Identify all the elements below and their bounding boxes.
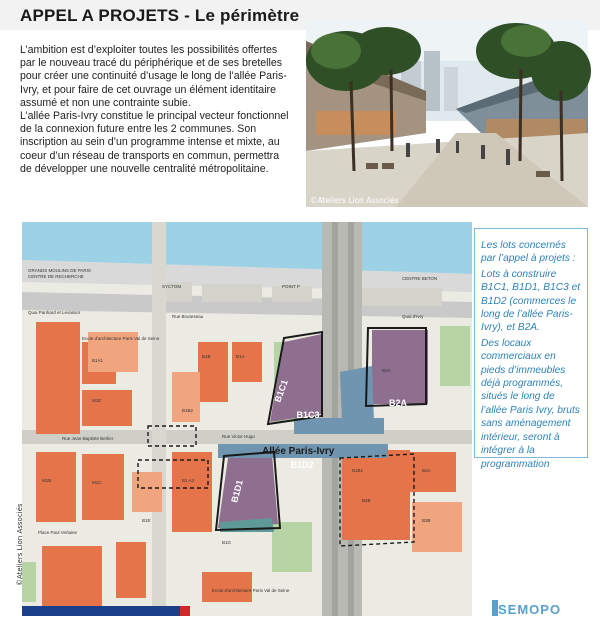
- map-small-label: Quai Panhard et Levassor: [28, 310, 81, 315]
- site-map-image: [22, 222, 472, 616]
- map-small-label: M1C: [92, 480, 102, 485]
- caption-paragraph-3: Des locaux commerciaux en pieds d’immeubles déjà programmés, situés le long de l’allée Paris Ivry, bruts sans aménagement intérieur, seront à intégrer à la programmation: [481, 337, 580, 470]
- street-photo: [306, 21, 588, 207]
- map-small-label: B2A: [382, 368, 391, 373]
- map-small-label: Ecole d'architecture Paris Val de Seine: [82, 336, 160, 341]
- map-small-label: SYCTOM: [162, 284, 182, 289]
- map-small-label: CENTRE DE RECHERCHE: [28, 274, 84, 279]
- map-small-label: POINT P: [282, 284, 300, 289]
- caption-paragraph-2: Lots à construire B1C1, B1D1, B1C3 et B1D2 (commerces le long de l’allée Paris-Ivry), et B2A.: [481, 268, 581, 334]
- photo-credit: ©Ateliers Lion Associés: [310, 196, 399, 205]
- street-photo-image: [306, 21, 588, 207]
- lot-label-b1d2: B1D2: [290, 460, 314, 470]
- map-small-label: M1B: [42, 478, 52, 483]
- map-credit: ©Ateliers Lion Associés: [16, 503, 24, 586]
- map-small-label: B1A: [236, 354, 245, 359]
- lot-label-b2a: B2A: [388, 398, 408, 408]
- map-small-label: B3B: [422, 518, 431, 523]
- map-small-label: Quai d'Ivry: [402, 314, 424, 319]
- intro-paragraph-2: L’allée Paris-Ivry constitue le principal vecteur fonctionnel de la connexion future entre les 2 communes. Son inscription au sein d’un programme intense et mixte, au coeur d’un réseau de transports en commun, permettra de développer une nouvelle centralité métropolitaine.: [20, 110, 289, 175]
- map-small-label: M1E: [92, 398, 102, 403]
- map-small-label: Rue Jean-Baptiste Berlier: [62, 436, 114, 441]
- map-small-label: B3A: [422, 468, 431, 473]
- caption-box: [474, 228, 588, 470]
- page-title: APPEL A PROJETS - Le périmètre: [20, 6, 300, 25]
- map-small-label: Rue Bruneseau: [172, 314, 204, 319]
- map-small-label: B1E: [142, 518, 151, 523]
- allee-label: Allée Paris-Ivry: [262, 446, 335, 457]
- map-small-label: B2B: [362, 498, 371, 503]
- map-small-label: Ecole d'architecture Paris Val de Seine: [212, 588, 290, 593]
- map-small-label: B1B: [202, 354, 211, 359]
- bottom-logo-band: [22, 606, 190, 616]
- map-small-label: Rue Victor Hugo: [222, 434, 255, 439]
- lot-label-b1c3: B1C3: [296, 410, 320, 420]
- intro-paragraph-1: L’ambition est d’exploiter toutes les possibilités offertes par le nouveau tracé du périphérique et de ses bretelles pour créer une continuité d’usage le long de l’allée Paris-Ivry, et pour faire de cet ouvrage un élément identitaire assumé et non une contrainte subie.: [20, 44, 287, 109]
- logo-red-mark: [180, 606, 190, 616]
- map-small-label: B1B2: [182, 408, 194, 413]
- map-small-label: Place Paul Verlaine: [38, 530, 78, 535]
- lot-label-b1c1: B1C1: [272, 378, 290, 404]
- map-small-label: CENTRE BETON: [402, 276, 438, 281]
- map-small-label: B1A1: [92, 358, 104, 363]
- map-small-label: B1 A2: [182, 478, 195, 483]
- site-map: [16, 222, 472, 616]
- map-small-label: B1G: [222, 540, 232, 545]
- map-small-label: B1B1: [352, 468, 364, 473]
- intro-text: [20, 44, 290, 176]
- lot-label-b1d1: B1D1: [229, 478, 245, 504]
- map-small-label: GRANDS MOULINS DE PARIS: [28, 268, 91, 273]
- semopo-logo: SEMOPO: [498, 602, 562, 617]
- caption-paragraph-1: Les lots concernés par l’appel à projets :: [481, 240, 576, 265]
